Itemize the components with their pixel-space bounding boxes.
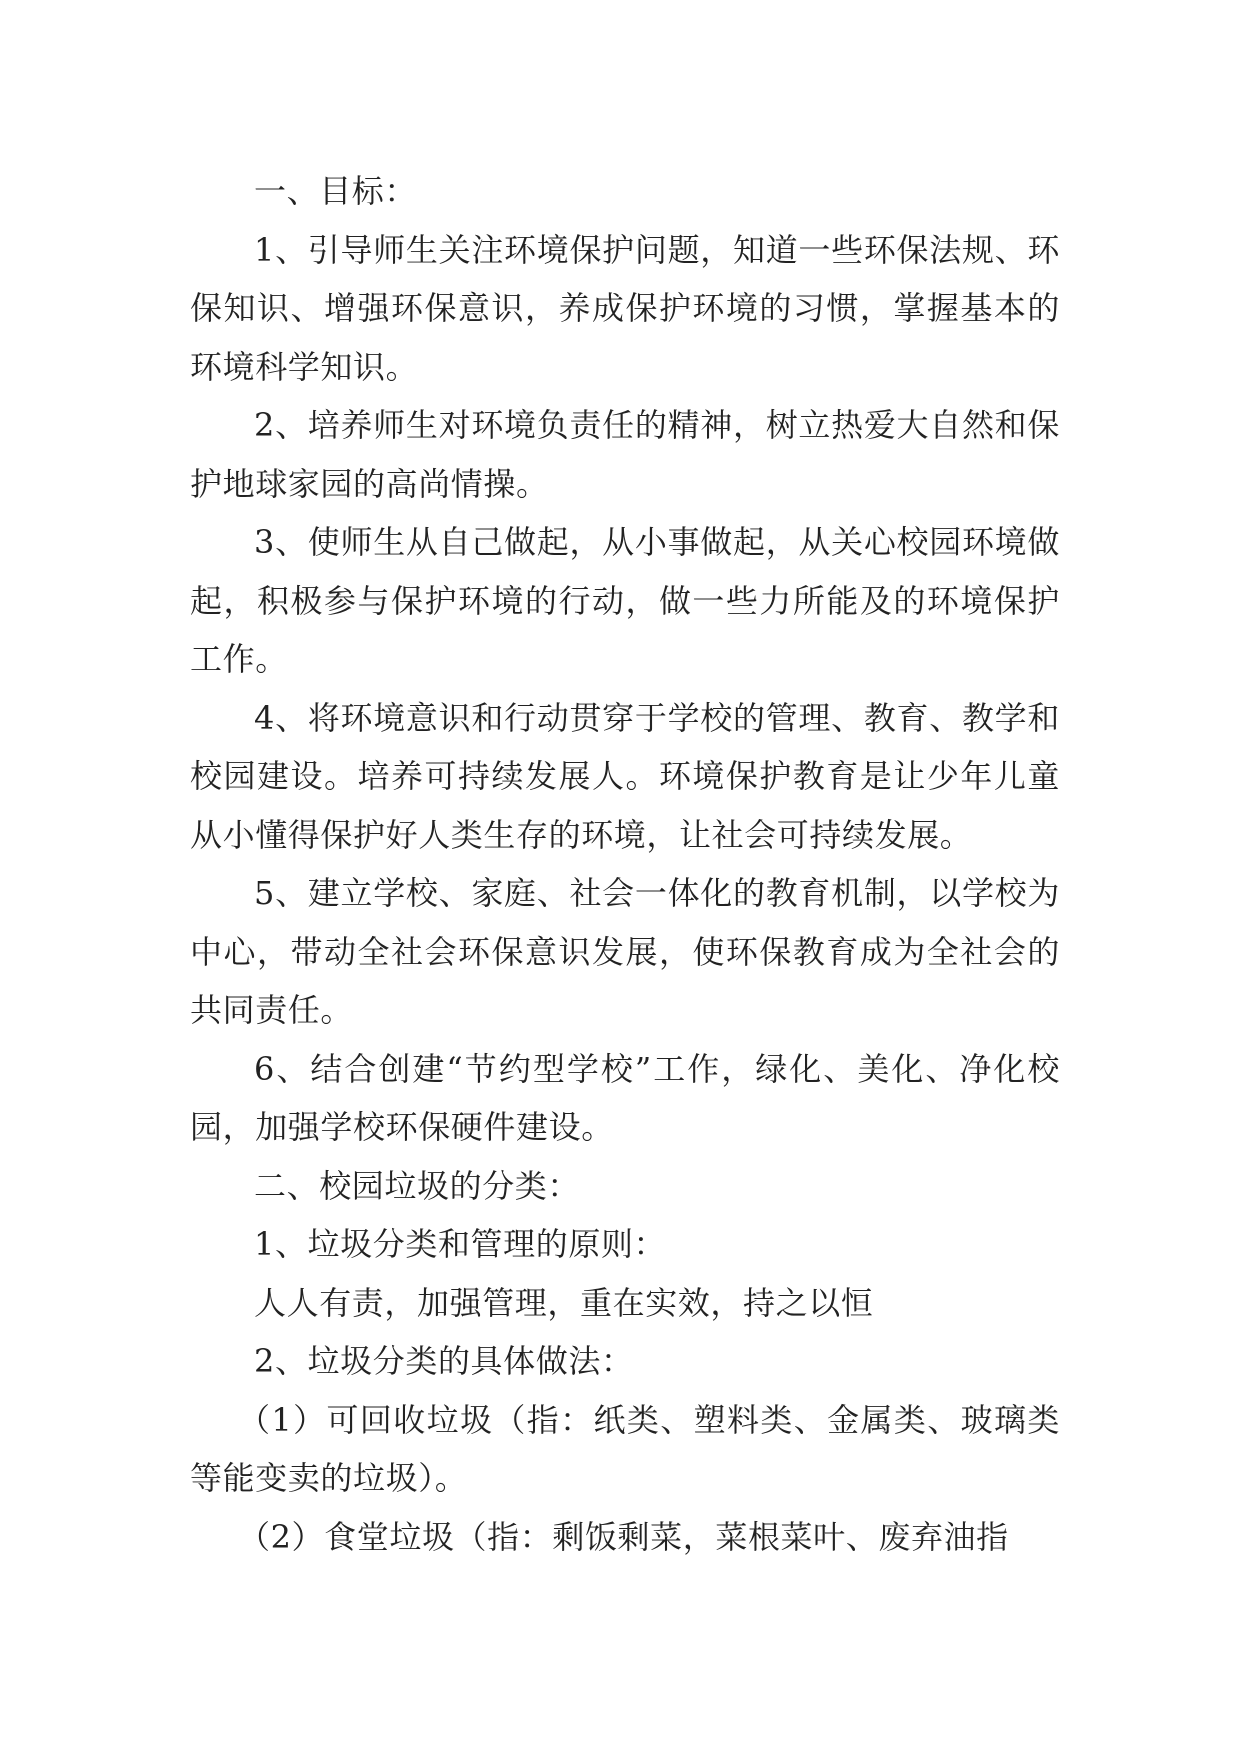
classification-item-2: 2、垃圾分类的具体做法：: [254, 1342, 634, 1380]
goal-paragraph-1: 1、引导师生关注环境保护问题，知道一些环保法规、环保知识、增强环保意识，养成保护环境的习惯，掌握基本的环境科学知识。: [190, 230, 1060, 386]
classification-method-1: （1）可回收垃圾（指：纸类、塑料类、金属类、玻璃类等能变卖的垃圾）。: [190, 1400, 1060, 1497]
goal-paragraph-4: 4、将环境意识和行动贯穿于学校的管理、教育、教学和校园建设。培养可持续发展人。环境保护教育是让少年儿童从小懂得保护好人类生存的环境，让社会可持续发展。: [190, 698, 1060, 854]
section-heading-classification: 二、校园垃圾的分类：: [254, 1166, 581, 1205]
goal-paragraph-2: 2、培养师生对环境负责任的精神，树立热爱大自然和保护地球家园的高尚情操。: [190, 406, 1060, 503]
section-heading-goals: 一、目标：: [254, 172, 418, 210]
goal-paragraph-3: 3、使师生从自己做起，从小事做起，从关心校园环境做起，积极参与保护环境的行动，做一些力所能及的环境保护工作。: [190, 523, 1060, 678]
classification-principle: 人人有责，加强管理，重在实效，持之以恒: [254, 1283, 874, 1322]
document-body: [190, 162, 1060, 1566]
classification-method-2: （2）食堂垃圾（指：剩饭剩菜，菜根菜叶、废弃油指: [238, 1517, 1009, 1556]
classification-item-1: 1、垃圾分类和管理的原则：: [254, 1225, 667, 1263]
goal-paragraph-5: 5、建立学校、家庭、社会一体化的教育机制，以学校为中心，带动全社会环保意识发展，使环保教育成为全社会的共同责任。: [190, 874, 1060, 1029]
goal-paragraph-6: 6、结合创建“节约型学校”工作，绿化、美化、净化校园，加强学校环保硬件建设。: [190, 1049, 1060, 1146]
